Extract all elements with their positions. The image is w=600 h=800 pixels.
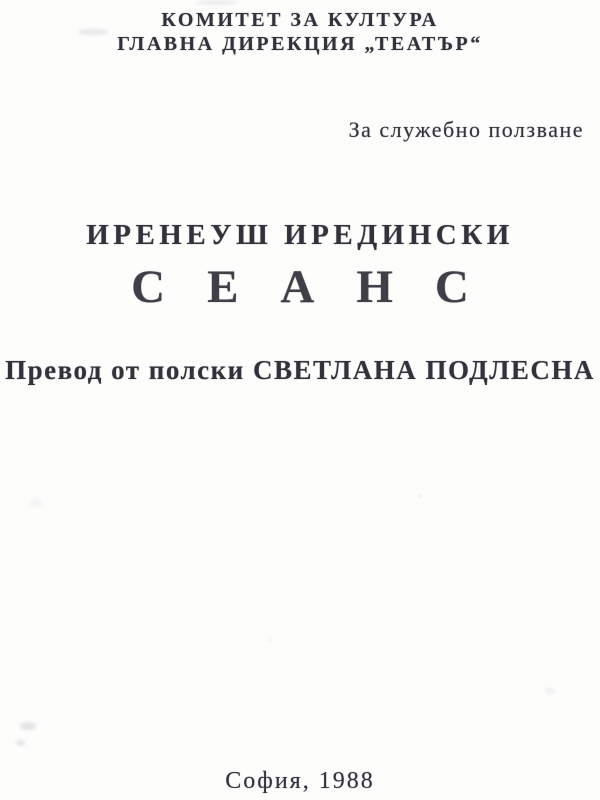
work-title: СЕАНС <box>131 261 511 313</box>
imprint-city-year: София, 1988 <box>225 768 375 794</box>
scan-smudge <box>20 722 36 730</box>
organization-name: КОМИТЕТ ЗА КУЛТУРА <box>161 9 439 31</box>
translation-credit: Превод от полски СВЕТЛАНА ПОДЛЕСНА <box>5 355 595 385</box>
scan-smudge <box>545 688 555 694</box>
scan-smudge <box>78 29 108 35</box>
scan-smudge <box>16 740 25 746</box>
directorate-name: ГЛАВНА ДИРЕКЦИЯ „ТЕАТЪР“ <box>117 33 483 55</box>
author-name: ИРЕНЕУШ ИРЕДИНСКИ <box>86 219 514 251</box>
classification-notice: За служебно ползване <box>348 117 584 142</box>
scan-smudge <box>30 498 42 508</box>
scan-smudge <box>196 0 238 5</box>
